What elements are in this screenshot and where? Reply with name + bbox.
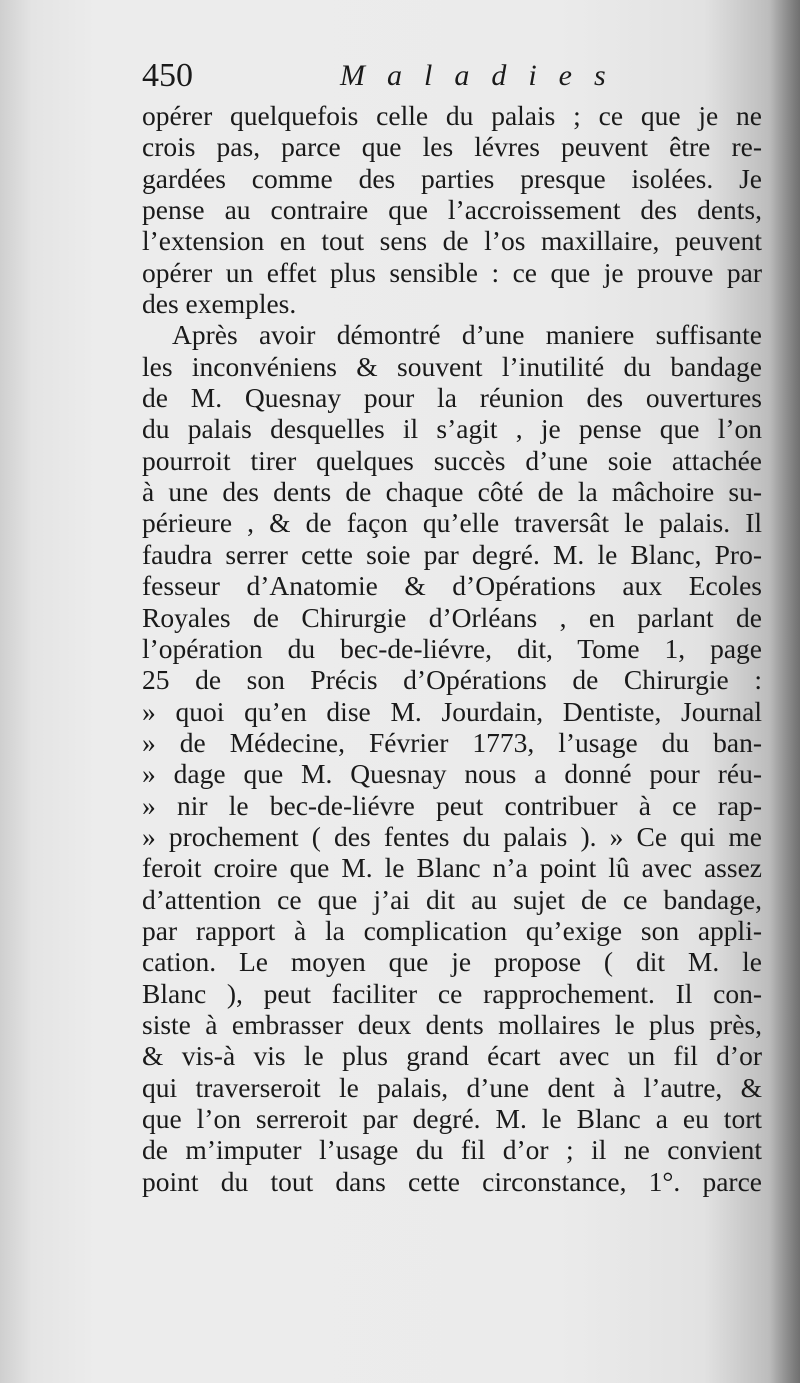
text-line: pense au contraire que l’accroissement des dents, bbox=[142, 194, 762, 226]
paragraph-start-line: Après avoir démontré d’une maniere suffisante bbox=[172, 319, 762, 351]
text-line: 25 de son Précis d’Opérations de Chirurgie : bbox=[142, 664, 762, 696]
text-line: de M. Quesnay pour la réunion des ouvertures bbox=[142, 382, 762, 414]
body-text bbox=[142, 100, 762, 1197]
text-line: siste à embrasser deux dents mollaires le plus près, bbox=[142, 1008, 762, 1040]
text-line: Royales de Chirurgie d’Orléans , en parlant de bbox=[142, 601, 762, 633]
paragraph-end-line: des exemples. bbox=[142, 288, 297, 320]
text-line: à une des dents de chaque côté de la mâchoire su- bbox=[142, 476, 762, 508]
text-line: périeure , & de façon qu’elle traversât le palais. Il bbox=[142, 507, 762, 539]
quoted-line: » nir le bec-de-liévre peut contribuer à ce rap- bbox=[142, 789, 762, 821]
text-line: crois pas, parce que les lévres peuvent être re- bbox=[142, 131, 762, 163]
text-line: par rapport à la complication qu’exige son appli- bbox=[142, 914, 762, 946]
text-line: point du tout dans cette circonstance, 1°. parce bbox=[142, 1165, 762, 1197]
quoted-line: » quoi qu’en dise M. Jourdain, Dentiste, Journal bbox=[142, 695, 762, 727]
text-line: & vis-à vis le plus grand écart avec un fil d’or bbox=[142, 1040, 762, 1072]
quoted-line: » prochement ( des fentes du palais ). » Ce qui me bbox=[142, 820, 762, 852]
text-line: Blanc ), peut faciliter ce rapprochement. Il con- bbox=[142, 977, 762, 1009]
text-line: faudra serrer cette soie par degré. M. le Blanc, Pro- bbox=[142, 538, 762, 570]
text-line: l’extension en tout sens de l’os maxillaire, peuvent bbox=[142, 225, 762, 257]
text-line: pourroit tirer quelques succès d’une soie attachée bbox=[142, 444, 762, 476]
text-line: feroit croire que M. le Blanc n’a point lû avec assez bbox=[142, 852, 762, 884]
text-line: les inconvéniens & souvent l’inutilité du bandage bbox=[142, 350, 762, 382]
text-line: de m’imputer l’usage du fil d’or ; il ne convient bbox=[142, 1134, 762, 1166]
text-line: gardées comme des parties presque isolées. Je bbox=[142, 162, 762, 194]
text-line: l’opération du bec-de-liévre, dit, Tome 1, page bbox=[142, 632, 762, 664]
text-line: qui traverseroit le palais, d’une dent à l’autre, & bbox=[142, 1071, 762, 1103]
text-line: d’attention ce que j’ai dit au sujet de ce bandage, bbox=[142, 883, 762, 915]
text-line: que l’on serreroit par degré. M. le Blanc a eu tort bbox=[142, 1103, 762, 1134]
page-number: 450 bbox=[142, 57, 193, 94]
text-line: fesseur d’Anatomie & d’Opérations aux Ecoles bbox=[142, 570, 762, 602]
text-line: opérer quelquefois celle du palais ; ce que je ne bbox=[142, 100, 762, 131]
page-header bbox=[142, 54, 762, 98]
text-line: du palais desquelles il s’agit , je pense que l’on bbox=[142, 413, 762, 445]
quoted-line: » de Médecine, Février 1773, l’usage du ban- bbox=[142, 726, 762, 758]
text-line: opérer un effet plus sensible : ce que je prouve par bbox=[142, 256, 762, 288]
running-title: Maladies bbox=[340, 59, 628, 92]
quoted-line: » dage que M. Quesnay nous a donné pour réu- bbox=[142, 758, 762, 790]
text-line: cation. Le moyen que je propose ( dit M. le bbox=[142, 946, 762, 978]
